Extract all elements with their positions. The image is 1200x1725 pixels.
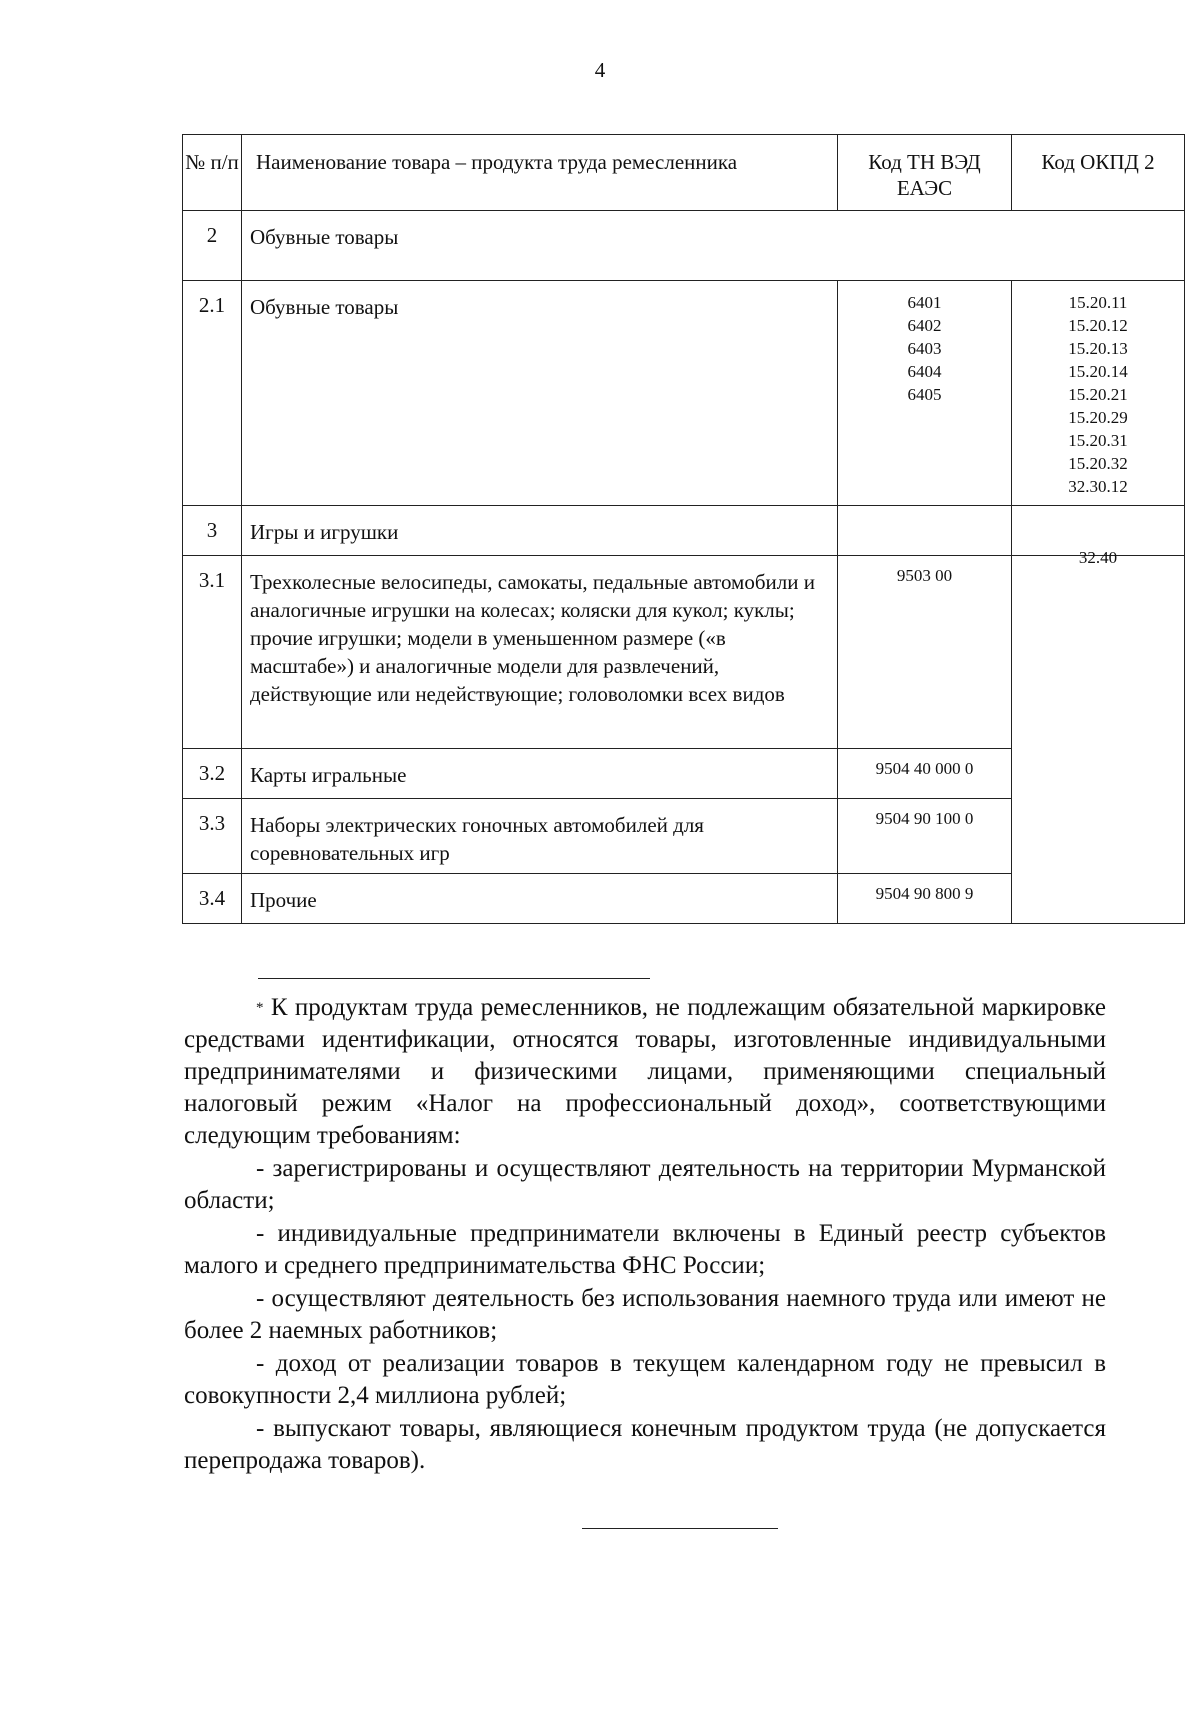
tnved-code: 6404: [907, 362, 942, 381]
row-name: Игры и игрушки: [242, 506, 838, 556]
row-name: Прочие: [242, 874, 838, 924]
tnved-code: 6403: [907, 339, 942, 358]
header-okpd: Код ОКПД 2: [1012, 135, 1185, 211]
okpd-code: 15.20.31: [1068, 431, 1128, 450]
okpd-code: 32.30.12: [1068, 477, 1128, 496]
row-tnved-empty: [838, 506, 1012, 556]
row-okpd-merged: [1012, 548, 1185, 924]
table-row: [183, 211, 1185, 281]
tnved-code: 6405: [907, 385, 942, 404]
header-name: Наименование товара – продукта труда ремесленника: [242, 135, 838, 211]
okpd-code: 15.20.11: [1068, 293, 1128, 312]
row-tnved: 9503 00: [838, 556, 1012, 749]
footnote-item: - зарегистрированы и осуществляют деятельность на территории Мурманской области;: [184, 1155, 1106, 1214]
row-tnved-codes: [838, 281, 1012, 506]
header-tnved: Код ТН ВЭД ЕАЭС: [838, 135, 1012, 211]
row-num: 2: [183, 211, 242, 281]
page-number: 4: [594, 58, 606, 82]
footnote-lead-text: К продуктам труда ремесленников, не подлежащим обязательной маркировке средствами идентификации, относятся товары, изготовленные индивидуальными предпринимателями и физическими лицами, применяющими специальный налоговый режим «Налог на профессиональный доход», соответствующими следующим требованиям:: [184, 994, 1107, 1149]
row-tnved: 9504 40 000 0: [838, 749, 1012, 799]
footnote-item: - доход от реализации товаров в текущем календарном году не превысил в совокупности 2,4 миллиона рублей;: [184, 1350, 1106, 1409]
tnved-code: 6401: [907, 293, 942, 312]
row-num: 2.1: [183, 281, 242, 506]
okpd-code: 15.20.29: [1068, 408, 1128, 427]
row-name: Обувные товары: [242, 281, 838, 506]
okpd-code: 15.20.14: [1068, 362, 1128, 381]
okpd-code: 15.20.32: [1068, 454, 1128, 473]
okpd-code: 15.20.13: [1068, 339, 1128, 358]
row-num: 3.3: [183, 799, 242, 874]
table-header-row: [183, 135, 1185, 211]
row-num: 3.1: [183, 556, 242, 749]
okpd-group-code: 32.40: [1078, 548, 1118, 567]
goods-table: [182, 134, 1185, 924]
table-row: [183, 281, 1185, 506]
footnote: [184, 992, 1106, 1477]
okpd-code: 15.20.12: [1068, 316, 1128, 335]
row-num: 3: [183, 506, 242, 556]
footnote-marker: *: [256, 1000, 264, 1016]
footnote-item: - индивидуальные предприниматели включены в Единый реестр субъектов малого и среднего предпринимательства ФНС России;: [184, 1220, 1106, 1279]
footnote-lead: [184, 992, 1106, 1152]
okpd-code: 15.20.21: [1068, 385, 1128, 404]
row-num: 3.2: [183, 749, 242, 799]
row-num: 3.4: [183, 874, 242, 924]
row-name: Наборы электрических гоночных автомобилей для соревновательных игр: [242, 799, 838, 874]
header-num: № п/п: [183, 135, 242, 211]
end-divider: [582, 1528, 778, 1529]
row-name: Карты игральные: [242, 749, 838, 799]
footnote-item: - выпускают товары, являющиеся конечным продуктом труда (не допускается перепродажа товаров).: [184, 1415, 1106, 1474]
row-name: Трехколесные велосипеды, самокаты, педальные автомобили и аналогичные игрушки на колесах; коляски для кукол; куклы; прочие игрушки; модели в уменьшенном размере («в масштабе») и аналогичные модели для развлечений, действующие или недействующие; головоломки всех видов: [242, 556, 838, 749]
table-row: [183, 556, 1185, 749]
row-tnved: 9504 90 100 0: [838, 799, 1012, 874]
tnved-code: 6402: [907, 316, 942, 335]
row-okpd-codes: [1012, 281, 1185, 506]
row-name: Обувные товары: [242, 211, 1185, 281]
footnote-divider: [258, 978, 650, 979]
row-tnved: 9504 90 800 9: [838, 874, 1012, 924]
footnote-item: - осуществляют деятельность без использования наемного труда или имеют не более 2 наемных работников;: [184, 1285, 1106, 1344]
